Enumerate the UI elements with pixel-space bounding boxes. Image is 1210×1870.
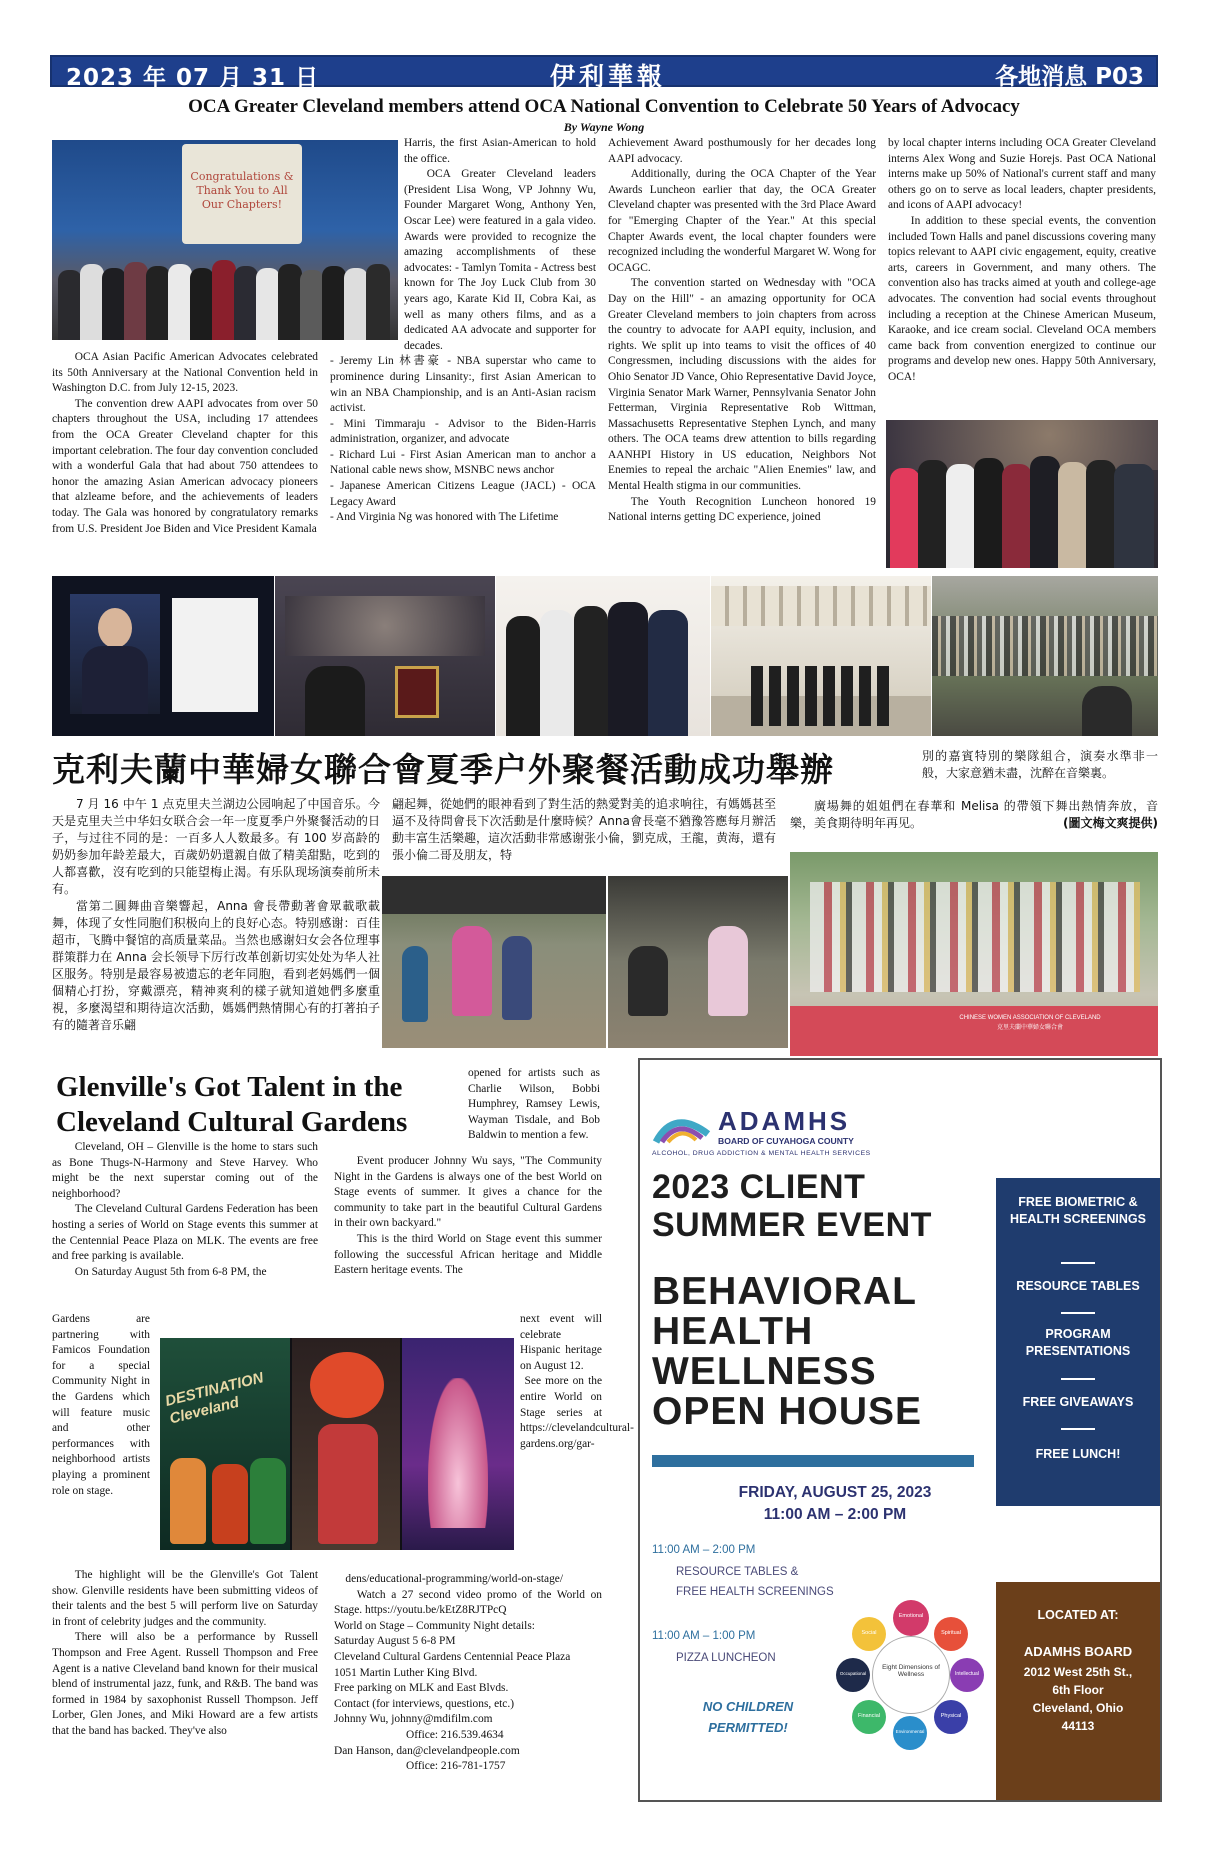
photo-oca-gala (886, 420, 1158, 568)
article-oca-paragraph: by local chapter interns including OCA Greater Cleveland interns Alex Wong and Suzie Horejs. Past OCA National interns make up 50% of National's current staff and many others go on to serve as local leaders, chapter presidents, and icons of AAPI advocacy! (888, 137, 1156, 212)
ad-event-date: FRIDAY, AUGUST 25, 2023 (738, 1484, 932, 1501)
ad-feature-item: FREE GIVEAWAYS (1022, 1395, 1134, 1409)
ad-title-line: OPEN HOUSE (652, 1390, 923, 1433)
adamhs-logo-sub: BOARD OF CUYAHOGA COUNTY (718, 1136, 854, 1146)
wellness-intellectual (950, 1658, 984, 1692)
article-glenville-paragraph: Gardens are partnering with Famicos Foundation for a special Community Night in the Gardens which will feature music and other performances with neighborhood artists playing a prominent role on stage. (52, 1313, 150, 1497)
contact-line: Dan Hanson, dan@clevelandpeople.com (334, 1744, 520, 1757)
contact-line: Office: 216.539.4634 (406, 1728, 504, 1741)
wellness-label: Financial (857, 1713, 880, 1719)
article-glenville-col1-wrap (52, 1312, 150, 1499)
article-oca-col4 (888, 136, 1156, 386)
ad-schedule-time: 11:00 AM – 1:00 PM (652, 1630, 756, 1642)
article-oca-paragraph: OCA Asian Pacific American Advocates celebrated its 50th Anniversary at the National Convention held in Washington D.C. from July 12-15, 2023. (52, 351, 318, 395)
ad-feature-item: PROGRAM PRESENTATIONS (1025, 1327, 1131, 1358)
article-oca-col3 (608, 136, 876, 526)
article-glenville-paragraph: This is the third World on Stage event this summer following the successful African heritage and Middle Eastern heritage events. The (334, 1232, 602, 1277)
article-glenville-paragraph: next event will celebrate Hispanic heritage on August 12. (520, 1313, 602, 1372)
destination-sign: DESTINATION Cleveland (163, 1369, 266, 1428)
ad-feature-item: FREE LUNCH! (1035, 1447, 1121, 1461)
article-glenville-title (56, 1070, 452, 1140)
cwa-banner-zh: 克里夫蘭中華婦女聯合會 (996, 1024, 1063, 1031)
photo-award-selfie (275, 576, 495, 736)
article-oca-paragraph: The convention drew AAPI advocates from over 50 chapters throughout the USA, including 17 attendees from the OCA Greater Cleveland chapter for this important celebration. The four day convention concluded with a wonderful Gala that had about 750 attendees to honor the amazing Asian American advocacy pioneers that alzleame before, and the achievements of leaders today. The Gala was honored by congratulatory remarks from U.S. President Joe Biden and Vice President Kamala (52, 397, 318, 535)
ad-location-label: LOCATED AT: (1037, 1608, 1119, 1622)
article-cwa-paragraph: 別的嘉賓特別的樂隊組合，演奏水準非一般，大家意猶未盡，沈醉在音樂裏。 (922, 749, 1158, 780)
ad-event-title (652, 1168, 932, 1244)
wellness-physical (934, 1700, 968, 1734)
article-oca-paragraph: Harris, the first Asian-American to hold the office. (404, 137, 596, 165)
ad-no-children-line: PERMITTED! (708, 1720, 788, 1735)
cwa-banner (930, 1014, 1130, 1032)
article-glenville-paragraph: There will also be a performance by Russell Thompson and Free Agent. Russell Thompson and Free Agent is a native Cleveland band known for their musical blend of instrumental jazz, funk, and R&B. The band was formed in 1984 by saxophonist Russell Thompson. Jeff Lorber, Glen Jones, and Miki Howard are a few artists that the band has backed. They've also (52, 1631, 318, 1737)
article-glenville-paragraph: Event producer Johnny Wu says, "The Community Night in the Gardens is always one of the best World on Stage events of summer. It gives a chance for the community to take part in the beautiful Cultural Gardens in their own backyard." (334, 1155, 602, 1230)
article-oca-title: OCA Greater Cleveland members attend OCA National Convention to Celebrate 50 Years of Advocacy (188, 96, 1020, 117)
article-cwa-col1 (52, 796, 380, 1034)
article-oca-col2 (330, 136, 596, 526)
award-item: - Richard Lui - First Asian American man to anchor a National cable news show, MSNBC news anchor (330, 448, 596, 477)
ad-event-subtitle (652, 1272, 922, 1432)
wellness-label: Spiritual (941, 1630, 961, 1636)
wellness-financial (852, 1700, 886, 1734)
ad-title-line: 2023 CLIENT (652, 1168, 866, 1206)
photo-crowd-outdoor (932, 576, 1158, 736)
ad-schedule-item: FREE HEALTH SCREENINGS (676, 1586, 834, 1598)
article-oca-paragraph: The Youth Recognition Luncheon honored 19 National interns getting DC experience, joined (608, 495, 876, 524)
award-item: - Japanese American Citizens League (JACL) - OCA Legacy Award (330, 480, 596, 508)
wellness-occupational (836, 1658, 870, 1692)
ad-title-line: SUMMER EVENT (652, 1206, 932, 1244)
ad-no-children-line: NO CHILDREN (702, 1699, 794, 1714)
contact-line: Office: 216-781-1757 (406, 1760, 506, 1773)
photo-cwa-group (790, 852, 1158, 1056)
photo-group-backdrop (496, 576, 710, 736)
photo-capitol-hall (711, 576, 931, 736)
article-cwa-col3 (922, 748, 1158, 782)
ad-schedule-time: 11:00 AM – 2:00 PM (652, 1544, 756, 1556)
ad-feature-divider (1061, 1312, 1095, 1314)
wellness-label: Emotional (898, 1613, 924, 1619)
article-glenville-paragraph: dens/educational-programming/world-on-stage/ (345, 1573, 564, 1585)
photo-credit: (圖文梅文爽提供) (1063, 816, 1158, 830)
article-glenville-col1-lower (52, 1568, 318, 1740)
award-item: - And Virginia Ng was honored with The Lifetime (330, 511, 559, 524)
article-glenville-paragraph: On Saturday August 5th from 6-8 PM, the (74, 1265, 267, 1278)
wellness-social (852, 1617, 886, 1651)
ad-address-line: 6th Floor (1052, 1683, 1104, 1697)
article-oca-paragraph: Additionally, during the OCA Chapter of the Year Awards Luncheon earlier that day, the OCA Greater Cleveland chapter was presented with the 3rd Place Award for "Emerging Chapter of the Year." At this special Chapter Awards event, the local chapter founders were recognized including the wonderful Margaret W. Wong for OCAGC. (608, 168, 876, 274)
article-glenville-intro-right (468, 1066, 600, 1144)
wellness-label: Environmental (895, 1729, 925, 1734)
wellness-emotional (893, 1600, 929, 1636)
adamhs-logo-sub2: ALCOHOL, DRUG ADDICTION & MENTAL HEALTH SERVICES (652, 1150, 871, 1157)
contact-line: Cleveland Cultural Gardens Centennial Peace Plaza (334, 1650, 571, 1663)
cwa-banner-en: CHINESE WOMEN ASSOCIATION OF CLEVELAND (959, 1015, 1101, 1021)
ad-feature-divider (1061, 1428, 1095, 1430)
ad-features-panel (996, 1178, 1160, 1506)
oca-photo-sign: Congratulations & Thank You to All Our Chapters! (190, 170, 294, 211)
article-oca-col1 (52, 350, 318, 537)
article-oca-paragraph: The convention started on Wednesday with "OCA Day on the Hill" - an amazing opportunity for OCA Greater Cleveland members to join chapters from across the country to advocate for AAPI equity, inclusion, and rights. We split up into teams to visit the offices of 40 Congressmen, including discussions with the aides for Ohio Senator JD Vance, Ohio Representative David Joyce, Virginia Senator Mark Warner, Pennsylvania Senator John Fetterman, Virginia Representative Rob Wittman, Massachusetts Representative Stephen Lynch, and many others. The OCA teams drew attention to bills regarding AANHPI History in US education, Neighbors Not Enemies to repeal the archaic "Alien Enemies" law, and Mental Health stigma in our communities. (608, 277, 876, 493)
ad-feature-divider (1061, 1262, 1095, 1264)
section-and-page (995, 58, 1144, 91)
article-glenville-paragraph: Cleveland, OH – Glenville is the home to stars such as Bone Thugs-N-Harmony and Steve Harvey. Who might be the next superstar coming out of the neighborhood? (52, 1141, 318, 1200)
photo-park-dance (382, 876, 606, 1048)
contact-line: Saturday August 5 6-8 PM (334, 1635, 456, 1648)
article-cwa-paragraph: 翩起舞，從她們的眼神看到了對生活的熱愛對美的追求响往，有媽媽甚至逼不及待問會長下次活動是什麼時候？Anna會長毫不猶豫答應每月辦活動丰富生活樂趣，這次活動非常感谢张小倫，劉克成，王龍，黄海，還有張小倫二哥及朋友，特 (392, 797, 777, 862)
article-cwa-title: 克利夫蘭中華婦女聯合會夏季户外聚餐活動成功舉辦 (52, 750, 834, 789)
issue-date: 2023 年 07 月 31 日 (66, 65, 320, 91)
ad-event-time: 11:00 AM – 2:00 PM (763, 1506, 907, 1523)
article-cwa-col2 (392, 796, 776, 864)
article-cwa-paragraph: 廣場舞的姐姐們在春華和 Melisa 的帶領下舞出熱情奔放，音樂，美食期待明年再见。 (790, 799, 1158, 830)
article-glenville-col1 (52, 1140, 318, 1280)
article-glenville-col2-wrap (520, 1312, 634, 1452)
adamhs-advertisement (638, 1058, 1162, 1802)
award-item: - Mini Timmaraju - Advisor to the Biden-Harris administration, organizer, and advocate (330, 417, 596, 446)
article-glenville-paragraph: See more on the entire World on Stage series at https://clevelandcultural-gardens.org/gar- (520, 1375, 634, 1450)
wellness-spiritual (934, 1617, 968, 1651)
wellness-label: Intellectual (955, 1671, 979, 1677)
ad-divider-bar (652, 1455, 974, 1467)
adamhs-logo-text: ADAMHS (718, 1106, 851, 1136)
ad-feature-item: RESOURCE TABLES (1016, 1279, 1140, 1293)
article-cwa-paragraph: 7 月 16 中午 1 点克里夫兰湖边公园响起了中国音乐。今天是克里夫兰中华妇女联合会一年一度夏季户外聚餐活动的日子，与过往不同的是：一百多人人数最多。有 100 岁高龄的奶奶参加年龄差最大，百歲奶奶還親自做了精美甜點，吃到的人都喜歡，沒有吃到的只能望梅止渴。有乐队现场演奏前所未有。 (52, 797, 380, 896)
wellness-environmental (893, 1716, 927, 1750)
ad-schedule-item: RESOURCE TABLES & (676, 1566, 799, 1578)
ad-title-line: WELLNESS (652, 1350, 877, 1393)
photo-biden-video (52, 576, 274, 736)
wellness-wheel (836, 1600, 986, 1750)
contact-line: World on Stage – Community Night details: (334, 1619, 535, 1632)
article-cwa-col3b (790, 798, 1158, 832)
wellness-label: Social (861, 1630, 877, 1636)
article-oca-paragraph: Achievement Award posthumously for her decades long AAPI advocacy. (608, 137, 876, 165)
article-glenville-paragraph: The Cleveland Cultural Gardens Federation has been hosting a series of World on Stage events this summer at the Centennial Peace Plaza on MLK. The events are free and free parking is available. (52, 1203, 318, 1263)
article-glenville-title-text: Glenville's Got Talent in the Cleveland Cultural Gardens (56, 1071, 408, 1138)
article-glenville-col2-lower (334, 1572, 602, 1775)
ad-address-line: 44113 (1061, 1719, 1095, 1733)
ad-location-address (996, 1663, 1160, 1735)
article-cwa-paragraph: 當第二圓舞曲音樂響起，Anna 會長帶動著會眾載歌載舞，体现了女性同胞们积极向上的良好心态。特别感谢：百佳超市，飞腾中餐馆的高质量菜品。当然也感谢妇女会各位理事群策群力在 Anna 会长领导下厉行改革创新切实处处为华人社区服务。特别是最容易被遗忘的老年同胞，看到老妈媽們一個個精心打扮，穿戴漂亮，精神爽利的樣子就知道她們多麼重視，多麼渴望和期待這次活動，媽媽們熱情開心有的打著拍子有的隨著音乐翩 (52, 899, 380, 1032)
masthead (50, 55, 1158, 91)
article-glenville-paragraph: opened for artists such as Charlie Wilson, Bobbi Humphrey, Ramsey Lewis, Wayman Tisdale, and Bob Baldwin to mention a few. (468, 1067, 600, 1142)
ad-address-line: Cleveland, Ohio (1032, 1701, 1124, 1715)
adamhs-logo-icon (652, 1104, 712, 1144)
ad-address-line: 2012 West 25th St., (1023, 1665, 1133, 1679)
section-name: 各地消息 (995, 64, 1088, 90)
ad-location-panel (996, 1582, 1160, 1802)
wellness-label: Physical (940, 1713, 962, 1719)
article-oca-byline: By Wayne Wong (563, 120, 645, 134)
ad-feature-item: FREE BIOMETRIC & HEALTH SCREENINGS (1010, 1195, 1146, 1226)
photo-world-on-stage (160, 1338, 514, 1550)
article-oca-paragraph: In addition to these special events, the convention included Town Halls and panel discussions covering many topics relevant to AAPI civic engagement, equity, creative arts, careers in Government, and many others. The convention also has tracks aimed at youth and college-age advocates. The convention had social events throughout including a reception at the Chinese American Museum, Karaoke, and ice cream social. Cleveland OCA members came back from convention energized to continue our programs and develop new ones. Happy 50th Anniversary, OCA! (888, 214, 1156, 383)
wellness-label: Occupational (839, 1671, 867, 1676)
ad-location-board: ADAMHS BOARD (1023, 1644, 1133, 1659)
ad-schedule-item: PIZZA LUNCHEON (676, 1652, 776, 1664)
article-glenville-paragraph: Watch a 27 second video promo of the World on Stage. https://youtu.be/kEtZ8RJTPcQ (334, 1588, 602, 1617)
contact-line: Free parking on MLK and East Blvds. (334, 1682, 509, 1695)
ad-feature-divider (1061, 1378, 1095, 1380)
article-oca-paragraph: OCA Greater Cleveland leaders (President Lisa Wong, VP Johnny Wu, Founder Margaret Wong, Anthony Yen, Oscar Lee) were featured in a gala video. Awards were provided to recognize the amazing accomplishments of these advocates: - Tamlyn Tomita - Actress best known for The Joy Luck Club from 30 years ago, Karate Kid II, Cobra Kai, as well as many others films, and as a dedicated AA advocate and supporter for decades. (404, 168, 596, 352)
wellness-wheel-center-text: Eight Dimensions of Wellness (882, 1664, 940, 1678)
ad-no-children-notice (668, 1696, 828, 1738)
page-number: P03 (1095, 64, 1144, 90)
photo-park-band (608, 876, 788, 1048)
ad-title-line: HEALTH (652, 1310, 814, 1353)
award-item: - Jeremy Lin 林書豪 - NBA superstar who came to prominence during Linsanity:, first Asian American to win an NBA Championship, and is an Anti-Asian racism activist. (330, 355, 596, 415)
article-glenville-col2 (334, 1154, 602, 1279)
paper-name: 伊利華報 (550, 62, 667, 91)
contact-line: Johnny Wu, johnny@mdifilm.com (334, 1713, 493, 1726)
article-glenville-paragraph: The highlight will be the Glenville's Got Talent show. Glenville residents have been submitting videos of their talents and the best 5 will perform live on Saturday in front of celebrity judges and the community. (52, 1569, 318, 1628)
ad-title-line: BEHAVIORAL (652, 1270, 917, 1313)
contact-line: Contact (for interviews, questions, etc.) (334, 1697, 514, 1710)
contact-line: 1051 Martin Luther King Blvd. (334, 1666, 478, 1679)
